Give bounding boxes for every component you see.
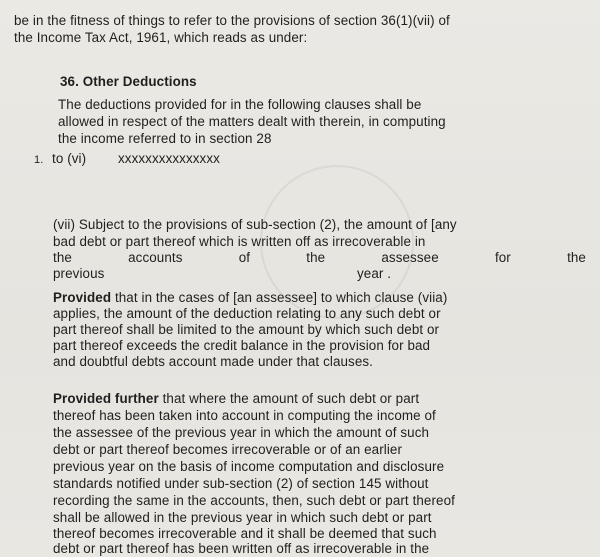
proviso-2-line-6: standards notified under sub-section (2) of section 145 without (53, 476, 429, 491)
proviso-2-line-2: thereof has been taken into account in computing the income of (53, 408, 436, 423)
para-36-line-1: The deductions provided for in the following clauses shall be (58, 97, 422, 112)
proviso-2-line-8: shall be allowed in the previous year in which such debt or part (53, 510, 432, 525)
word: the (567, 250, 586, 265)
clause-vii-line-4-end: year . (357, 266, 392, 281)
proviso-label: Provided (53, 290, 112, 305)
word: assessee (381, 250, 439, 265)
proviso-1-line-4: part thereof exceeds the credit balance in the provision for bad (53, 338, 431, 353)
proviso-2-line-3: the assessee of the previous year in which the amount of such (53, 425, 430, 440)
word: the (306, 250, 326, 265)
proviso-2-line-10: debt or part thereof has been written off as irrecoverable in the (53, 541, 430, 556)
clause-vii-line-2: bad debt or part thereof which is written off as irrecoverable in (53, 234, 426, 249)
para-36-line-2: allowed in respect of the matters dealt with therein, in computing (58, 114, 446, 129)
proviso-2-line-5: previous year on the basis of income computation and disclosure (53, 459, 445, 474)
intro-line-1: be in the fitness of things to refer to the provisions of section 36(1)(vii) of (14, 13, 450, 28)
proviso-1-line-5: and doubtful debts account made under that clauses. (53, 354, 373, 369)
word: for (494, 250, 511, 265)
omitted-text: xxxxxxxxxxxxxxx (118, 151, 220, 166)
proviso-1-line-1 (53, 290, 447, 306)
proviso-further-text: that where the amount of such debt or part (162, 391, 420, 406)
section-heading: 36. Other Deductions (60, 74, 197, 89)
proviso-2-line-4: debt or part thereof becomes irrecoverable or of an earlier (53, 442, 403, 457)
clause-vii-line-1: (vii) Subject to the provisions of sub-section (2), the amount of [any (53, 217, 457, 232)
word: of (238, 250, 251, 265)
proviso-further-label: Provided further (53, 391, 159, 406)
list-number: 1. (34, 154, 44, 166)
intro-line-2: the Income Tax Act, 1961, which reads as under: (14, 30, 308, 45)
proviso-2-line-1 (53, 391, 419, 407)
proviso-2-line-7: recording the same in the accounts, then, such debt or part thereof (53, 493, 455, 508)
proviso-1-line-2: applies, the amount of the deduction relating to any such debt or (53, 306, 441, 321)
word: the (53, 250, 72, 265)
proviso-1-line-3: part thereof shall be limited to the amount by which such debt or (53, 322, 440, 337)
clause-vii-line-4-start: previous (53, 266, 105, 281)
proviso-text: that in the cases of [an assessee] to which clause (viia) (114, 290, 448, 305)
para-36-line-3: the income referred to in section 28 (58, 131, 272, 146)
proviso-2-line-9: thereof becomes irrecoverable and it shall be deemed that such (53, 526, 437, 541)
word: accounts (128, 250, 183, 265)
clause-vii-line-3 (53, 250, 586, 266)
clause-range: to (vi) (52, 151, 87, 166)
